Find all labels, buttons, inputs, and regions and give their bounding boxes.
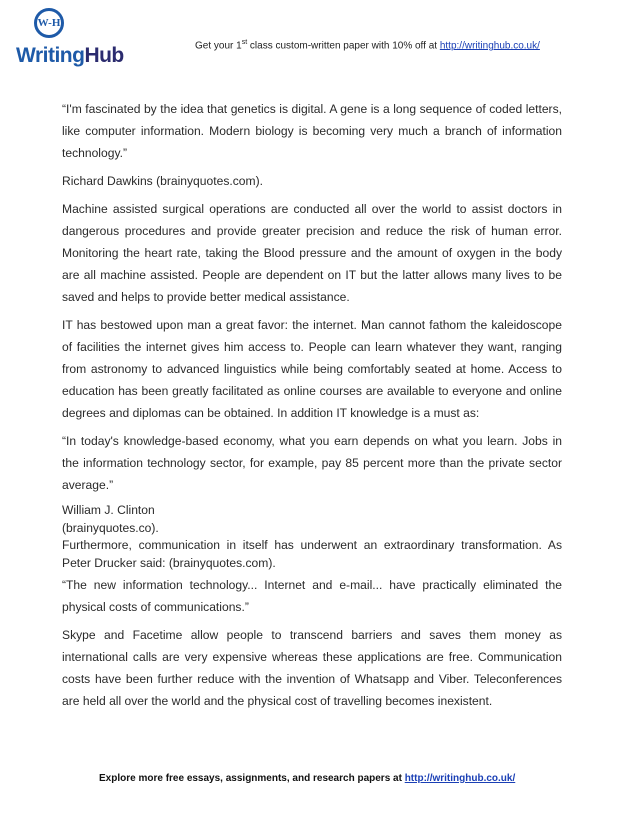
paragraph-clinton-name: William J. Clinton bbox=[62, 503, 155, 517]
logo-word-writing: Writing bbox=[16, 44, 85, 67]
paragraph-skype: Skype and Facetime allow people to transcend barriers and saves them money as international calls are very expensive whereas these applications are free. Communication costs have been further reduce with the invention of Whatsapp and Viber. Teleconferences are held all over the world and the physical cost of travelling becomes inexistent. bbox=[62, 628, 562, 708]
logo-badge-text: W-H bbox=[37, 17, 61, 29]
promo-prefix: Get your 1 bbox=[195, 40, 242, 52]
writinghub-logo[interactable] bbox=[12, 6, 132, 70]
footer-text: Explore more free essays, assignments, and research papers at bbox=[99, 773, 405, 784]
promo-middle: class custom-written paper with 10% off at bbox=[247, 40, 440, 52]
header-promo bbox=[195, 39, 540, 51]
paragraph-clinton-citation: (brainyquotes.co). bbox=[62, 520, 159, 535]
paragraph-internet: IT has bestowed upon man a great favor: the internet. Man cannot fathom the kaleidoscope of facilities the internet gives him access to. People can learn whatever they want, ranging from astronomy to advanced linguistics while being comfortably seated at home. Access to education has been greatly facilitated as online courses are available to everyone and online degrees and diplomas can be obtained. In addition IT knowledge is a must as: bbox=[62, 318, 562, 420]
promo-sup: st bbox=[241, 39, 248, 46]
paragraph-drucker-quote: “The new information technology... Internet and e-mail... have practically eliminated the physical costs of communications.” bbox=[62, 578, 562, 614]
header-link[interactable]: http://writinghub.co.uk/ bbox=[439, 40, 540, 52]
logo-word-hub: Hub bbox=[84, 44, 124, 67]
footer-promo bbox=[99, 773, 515, 784]
paragraph-dawkins-citation: Richard Dawkins (brainyquotes.com). bbox=[62, 174, 263, 188]
logo-badge-icon bbox=[34, 8, 64, 38]
footer-link[interactable]: http://writinghub.co.uk/ bbox=[404, 773, 516, 784]
paragraph-communication: Furthermore, communication in itself has underwent an extraordinary transformation. As Peter Drucker said: (brainyquotes.com). bbox=[62, 538, 562, 570]
paragraph-surgical: Machine assisted surgical operations are conducted all over the world to assist doctors in dangerous procedures and provide greater precision and reduce the risk of human error. Monitoring the heart rate, taking the Blood pressure and the amount of oxygen in the body are all machine assisted. People are dependent on IT but the latter allows many lives to be saved and helps to provide better medical assistance. bbox=[62, 202, 562, 304]
document-body bbox=[62, 98, 562, 718]
logo-wordmark bbox=[16, 44, 124, 68]
paragraph-clinton-quote: “In today's knowledge-based economy, what you earn depends on what you learn. Jobs in the information technology sector, for example, pay 85 percent more than the private sector average.” bbox=[62, 434, 562, 492]
paragraph-dawkins-quote: “I'm fascinated by the idea that genetics is digital. A gene is a long sequence of coded letters, like computer information. Modern biology is becoming very much a branch of information technology.” bbox=[62, 102, 562, 160]
